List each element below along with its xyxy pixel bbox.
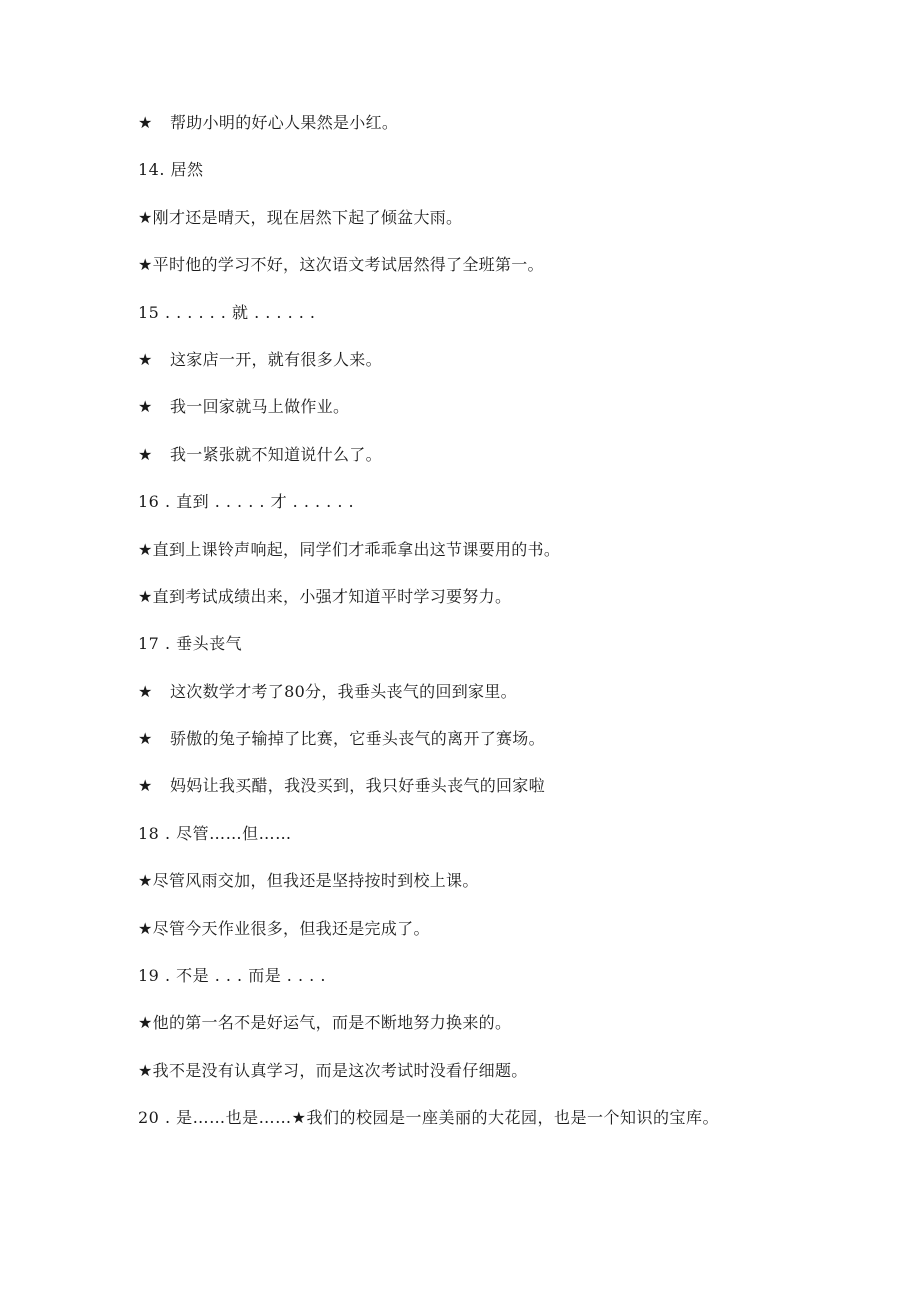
example-line (138, 916, 798, 963)
example-text: 帮助小明的好心人果然是小红。 (170, 113, 399, 132)
example-line (138, 394, 798, 441)
item-heading-with-example (138, 1105, 798, 1152)
star-icon: ★ (138, 539, 153, 559)
example-line (138, 679, 798, 726)
example-text: 这家店一开，就有很多人来。 (170, 349, 382, 369)
item-heading: 15 . . . . . . 就 . . . . . . (138, 302, 316, 322)
star-icon: ★ (138, 397, 153, 417)
example-text: 我不是没有认真学习，而是这次考试时没看仔细题。 (152, 1060, 528, 1080)
star-icon: ★ (138, 586, 153, 606)
example-text: 这次数学才考了80分，我垂头丧气的回到家里。 (170, 681, 517, 701)
example-line (138, 1058, 798, 1105)
example-text: 我一紧张就不知道说什么了。 (170, 444, 382, 464)
example-text: 妈妈让我买醋，我没买到，我只好垂头丧气的回家啦 (170, 776, 545, 796)
star-icon: ★ (138, 1013, 153, 1033)
item-heading: 14. 居然 (138, 160, 204, 180)
example-line (138, 252, 798, 299)
example-text: 直到考试成绩出来，小强才知道平时学习要努力。 (152, 586, 512, 606)
example-text: 他的第一名不是好运气，而是不断地努力换来的。 (152, 1013, 512, 1033)
example-line (138, 110, 798, 157)
star-icon: ★ (138, 444, 153, 464)
example-line (138, 205, 798, 252)
star-icon: ★ (138, 918, 153, 938)
example-text: 我们的校园是一座美丽的大花园，也是一个知识的宝库。 (306, 1108, 719, 1128)
item-heading: 16 . 直到 . . . . . 才 . . . . . . (138, 492, 355, 512)
example-line (138, 868, 798, 915)
example-line (138, 726, 798, 773)
example-text: 平时他的学习不好，这次语文考试居然得了全班第一。 (152, 255, 544, 275)
star-icon: ★ (138, 255, 153, 275)
example-text: 骄傲的兔子输掉了比赛，它垂头丧气的离开了赛场。 (170, 729, 545, 749)
example-line (138, 1010, 798, 1057)
item-heading: 19 . 不是 . . . 而是 . . . . (138, 966, 326, 986)
item-heading-text: 20 . 是……也是…… (138, 1108, 292, 1128)
example-text: 尽管风雨交加，但我还是坚持按时到校上课。 (152, 871, 479, 891)
document-body (138, 110, 798, 1153)
star-icon: ★ (138, 113, 153, 132)
example-text: 尽管今天作业很多，但我还是完成了。 (152, 918, 430, 938)
star-icon: ★ (138, 207, 153, 227)
example-text: 直到上课铃声响起，同学们才乖乖拿出这节课要用的书。 (152, 539, 561, 559)
star-icon: ★ (138, 729, 153, 749)
star-icon: ★ (138, 871, 153, 891)
example-line (138, 537, 798, 584)
item-heading: 17 . 垂头丧气 (138, 634, 243, 654)
example-line (138, 347, 798, 394)
star-icon: ★ (138, 681, 153, 701)
item-heading: 18 . 尽管……但…… (138, 823, 292, 843)
star-icon: ★ (138, 776, 153, 796)
example-line (138, 773, 798, 820)
example-text: 我一回家就马上做作业。 (170, 397, 350, 417)
example-line (138, 584, 798, 631)
example-text: 刚才还是晴天，现在居然下起了倾盆大雨。 (152, 207, 463, 227)
star-icon: ★ (291, 1108, 307, 1128)
star-icon: ★ (138, 349, 153, 369)
star-icon: ★ (138, 1060, 153, 1080)
example-line (138, 442, 798, 489)
